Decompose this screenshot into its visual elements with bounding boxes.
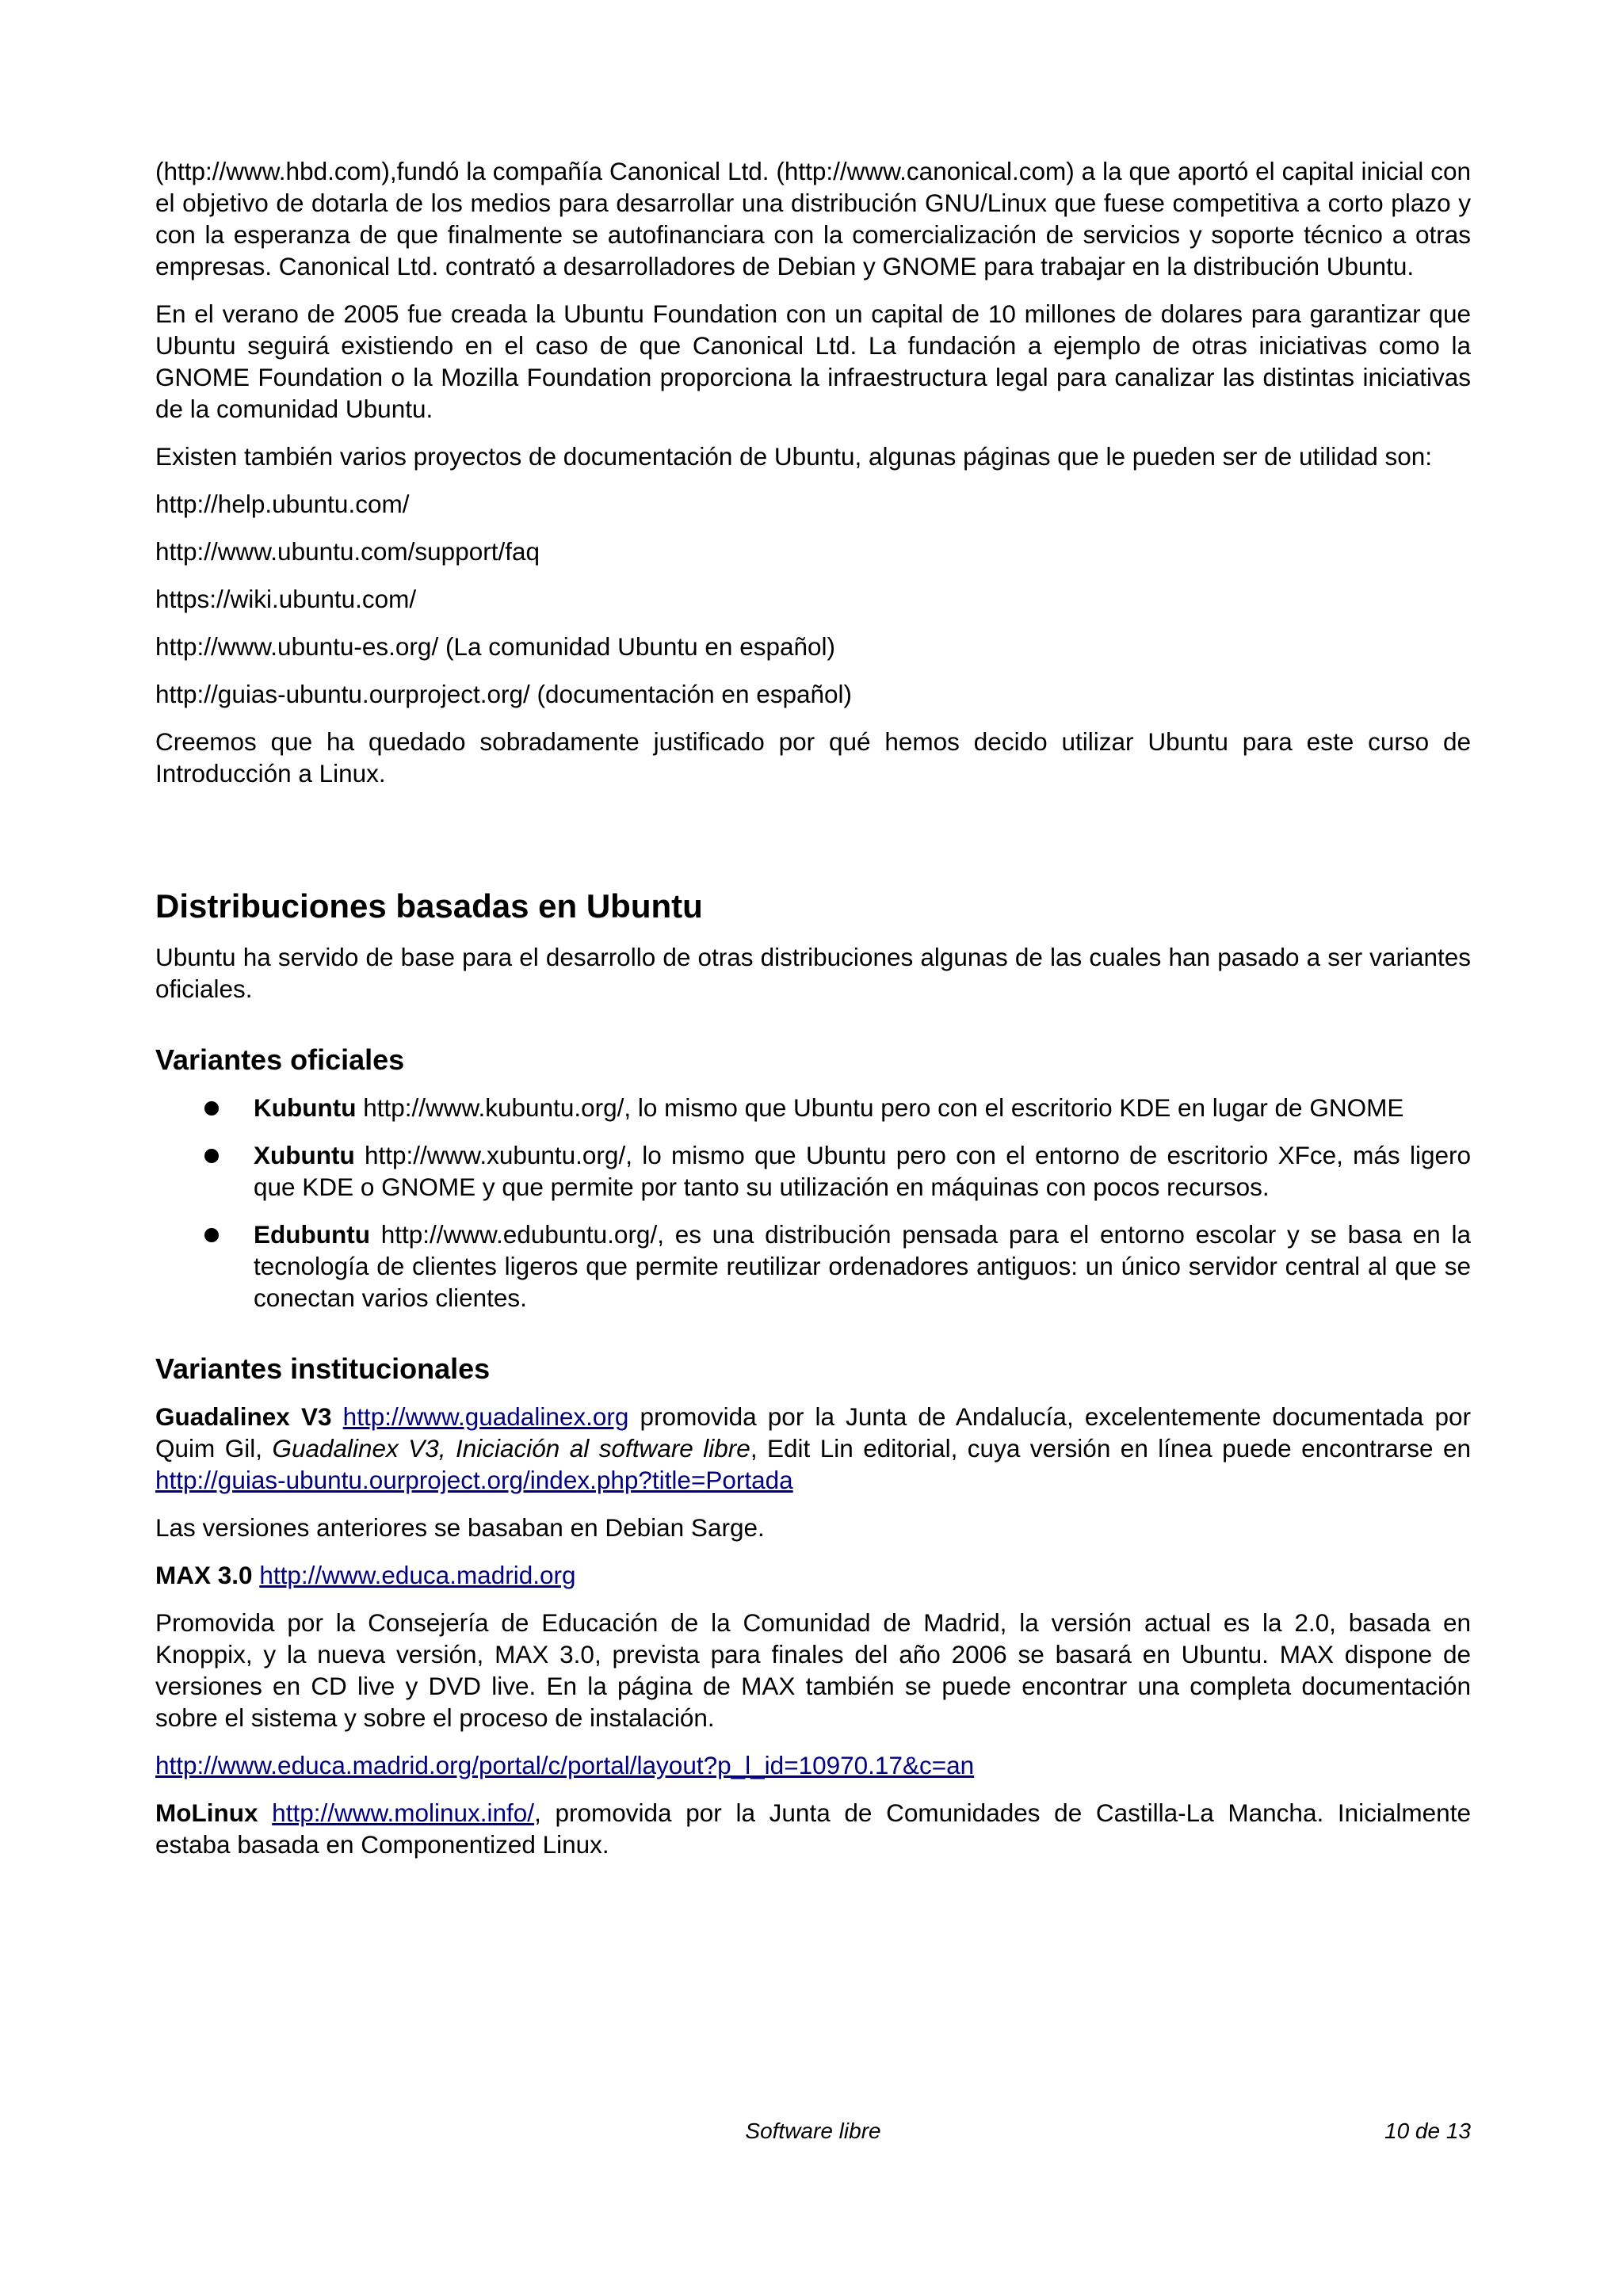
max-heading (155, 1559, 1471, 1591)
kubuntu-name: Kubuntu (254, 1093, 357, 1122)
oficiales-list (155, 1092, 1471, 1314)
max-name: MAX 3.0 (155, 1561, 253, 1589)
molinux-name: MoLinux (155, 1798, 258, 1827)
intro-paragraph-1: (http://www.hbd.com),fundó la compañía Canonical Ltd. (http://www.canonical.com) a la que aportó el capital inicial con el objetivo de dotarla de los medios para desarrollar una distribución GNU/Linux que fuese competitiva a corto plazo y con la esperanza de que finalmente se autofinanciara con la comercialización de servicios y soporte técnico a otras empresas. Canonical Ltd. contrató a desarrolladores de Debian y GNOME para trabajar en la distribución Ubuntu. (155, 157, 1471, 280)
section-title: Distribuciones basadas en Ubuntu (155, 887, 703, 925)
footer-title: Software libre (745, 2119, 881, 2143)
list-item-xubuntu (155, 1139, 1471, 1203)
intro-paragraph-3: Existen también varios proyectos de documentación de Ubuntu, algunas páginas que le pueden ser de utilidad son: (155, 442, 1433, 471)
edubuntu-name: Edubuntu (254, 1220, 370, 1249)
doc-link-help: http://help.ubuntu.com/ (155, 490, 410, 518)
max-link[interactable]: http://www.educa.madrid.org (259, 1561, 576, 1589)
edubuntu-text: http://www.edubuntu.org/, es una distribución pensada para el entorno escolar y se basa en la tecnología de clientes ligeros que permite reutilizar ordenadores antiguos: un único servidor central al que se conectan varios clientes. (254, 1220, 1471, 1312)
section-intro: Ubuntu ha servido de base para el desarrollo de otras distribuciones algunas de las cuales han pasado a ser variantes oficiales. (155, 943, 1471, 1003)
max-portal-link[interactable]: http://www.educa.madrid.org/portal/c/portal/layout?p_l_id=10970.17&c=an (155, 1751, 975, 1779)
guadalinex-text-1: promovida por la Junta de Andalucía, excelentemente documentada por Quim Gil, (155, 1402, 1471, 1463)
molinux-link[interactable]: http://www.molinux.info/ (272, 1798, 535, 1827)
max-portal-paragraph (155, 1749, 1471, 1781)
molinux-paragraph (155, 1797, 1471, 1860)
list-item-kubuntu (155, 1092, 1471, 1123)
doc-link-wiki: https://wiki.ubuntu.com/ (155, 585, 417, 613)
sarge-paragraph: Las versiones anteriores se basaban en Debian Sarge. (155, 1513, 765, 1542)
guadalinex-text-2: , Edit Lin editorial, cuya versión en línea puede encontrarse en (750, 1434, 1471, 1463)
guadalinex-name: Guadalinex V3 (155, 1402, 332, 1431)
doc-link-ubuntu-es: http://www.ubuntu-es.org/ (La comunidad Ubuntu en español) (155, 632, 836, 661)
document-body (155, 155, 1471, 1876)
intro-paragraph-2: En el verano de 2005 fue creada la Ubuntu Foundation con un capital de 10 millones de dolares para garantizar que Ubuntu seguirá existiendo en el caso de que Canonical Ltd. La fundación a ejemplo de otras iniciativas como la GNOME Foundation o la Mozilla Foundation proporciona la infraestructura legal para canalizar las distintas iniciativas de la comunidad Ubuntu. (155, 299, 1471, 423)
xubuntu-name: Xubuntu (254, 1141, 355, 1169)
kubuntu-text: http://www.kubuntu.org/, lo mismo que Ubuntu pero con el escritorio KDE en lugar de GNOME (356, 1093, 1404, 1122)
list-item-edubuntu (155, 1219, 1471, 1314)
subsection-institucionales-title: Variantes institucionales (155, 1352, 491, 1385)
bullet-icon (204, 1228, 219, 1242)
max-description: Promovida por la Consejería de Educación de la Comunidad de Madrid, la versión actual es la 2.0, basada en Knoppix, y la nueva versión, MAX 3.0, prevista para finales del año 2006 se basará en Ubuntu. MAX dispone de versiones en CD live y DVD live. En la página de MAX también se puede encontrar una completa documentación sobre el sistema y sobre el proceso de instalación. (155, 1608, 1471, 1732)
bullet-icon (204, 1149, 219, 1163)
molinux-text: , promovida por la Junta de Comunidades de Castilla-La Mancha. Inicialmente estaba basada en Componentized Linux. (155, 1798, 1471, 1859)
subsection-oficiales-title: Variantes oficiales (155, 1043, 405, 1076)
doc-link-guias: http://guias-ubuntu.ourproject.org/ (documentación en español) (155, 680, 853, 708)
guadalinex-book-title: Guadalinex V3, Iniciación al software libre (272, 1434, 750, 1463)
xubuntu-text: http://www.xubuntu.org/, lo mismo que Ubuntu pero con el entorno de escritorio XFce, más ligero que KDE o GNOME y que permite por tanto su utilización en máquinas con pocos recursos. (254, 1141, 1471, 1201)
doc-link-faq: http://www.ubuntu.com/support/faq (155, 537, 540, 566)
intro-paragraph-4: Creemos que ha quedado sobradamente justificado por qué hemos decido utilizar Ubuntu para este curso de Introducción a Linux. (155, 727, 1471, 788)
guadalinex-paragraph (155, 1401, 1471, 1496)
page-footer (155, 2119, 1471, 2150)
bullet-icon (204, 1101, 219, 1116)
guadalinex-portada-link[interactable]: http://guias-ubuntu.ourproject.org/index.php?title=Portada (155, 1466, 793, 1494)
guadalinex-link[interactable]: http://www.guadalinex.org (342, 1402, 629, 1431)
page-number: 10 de 13 (1384, 2119, 1471, 2143)
